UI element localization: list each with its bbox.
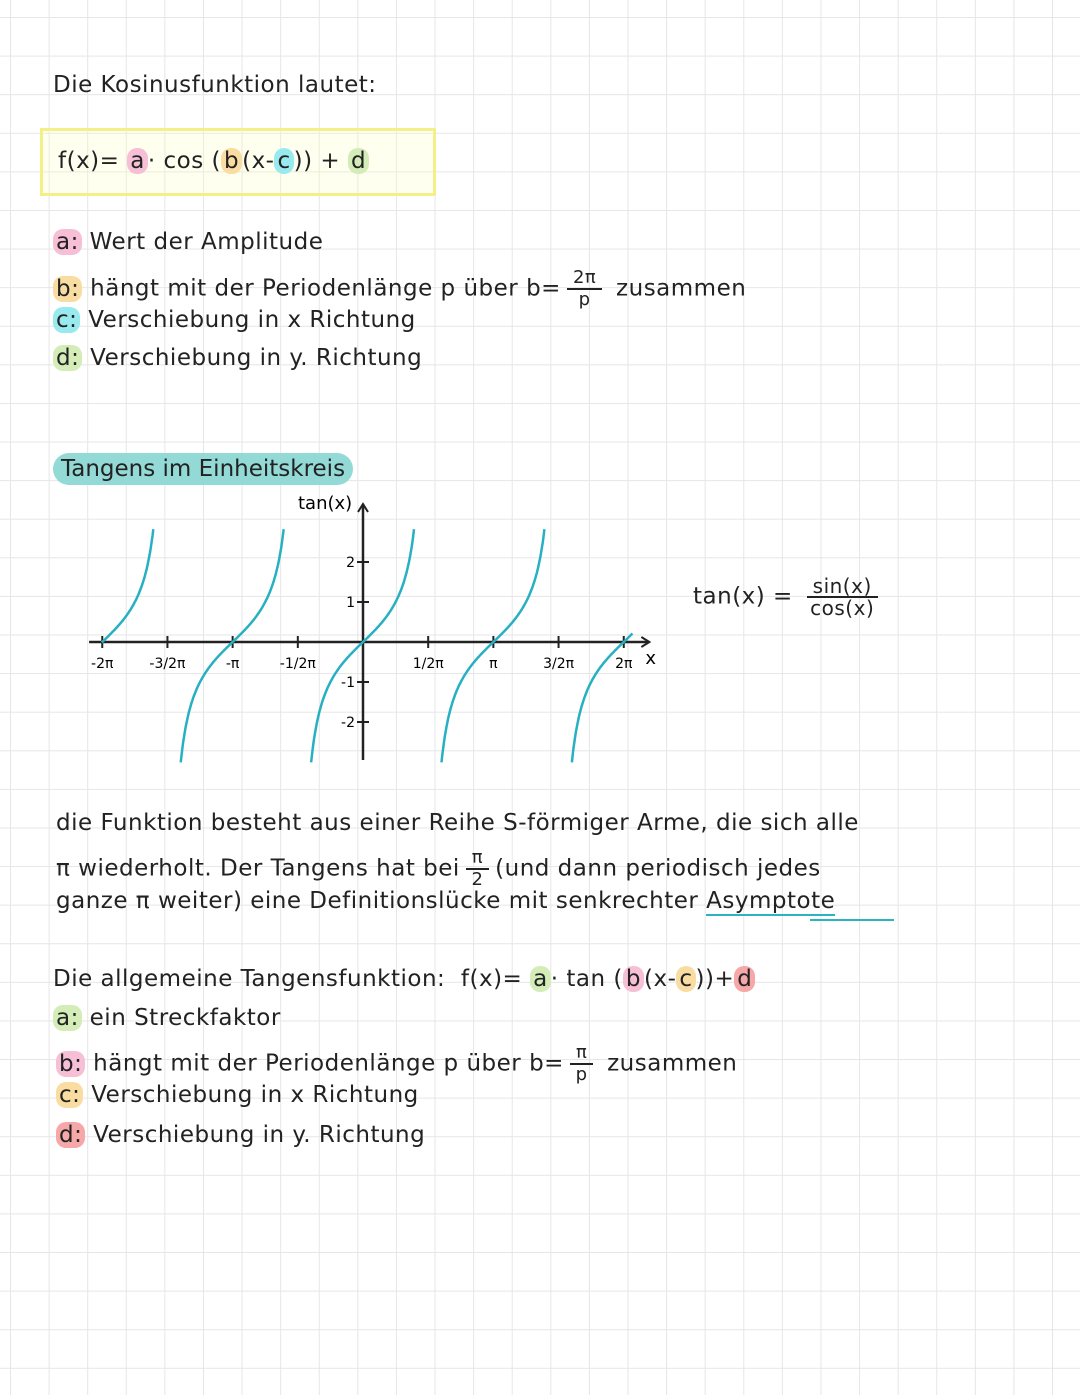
formula-dot: ·: [147, 148, 156, 174]
formula-mid: (x-: [242, 148, 275, 174]
formula-mid: (x-: [644, 966, 677, 992]
tan-identity: [693, 576, 884, 618]
param-text: Verschiebung in x Richtung: [91, 1082, 419, 1108]
x-axis-label: x: [645, 648, 657, 669]
formula-cos: cos: [163, 148, 204, 174]
identity-num: sin(x): [807, 576, 878, 598]
param-key: b:: [56, 1051, 85, 1077]
paragraph-text: π wiederholt. Der Tangens hat bei: [56, 855, 460, 882]
paragraph-text: ganze π weiter) eine Definitionslücke mit senkrechter: [56, 888, 699, 914]
param-text: ein Streckfaktor: [89, 1005, 281, 1031]
formula-f: f(x)=: [460, 966, 523, 992]
param-key: a:: [53, 229, 82, 255]
x-tick-label: 3/2π: [543, 656, 575, 672]
formula-tan: tan: [566, 966, 606, 992]
param-after: zusammen: [616, 275, 747, 302]
param-key: a:: [53, 1005, 82, 1031]
frac-den: p: [575, 1064, 588, 1085]
param-text: Verschiebung in y. Richtung: [93, 1122, 426, 1148]
param-text: Wert der Amplitude: [89, 229, 324, 255]
cosine-heading: Die Kosinusfunktion lautet:: [53, 72, 377, 98]
formula-close: )): [293, 148, 313, 174]
paragraph-line-1: die Funktion besteht aus einer Reihe S-förmiger Arme, die sich alle: [56, 810, 859, 836]
x-tick-label: 2π: [615, 656, 633, 672]
general-heading: Die allgemeine Tangensfunktion:: [53, 966, 446, 992]
param-text: Verschiebung in x Richtung: [88, 307, 416, 333]
y-tick-label: -1: [341, 675, 355, 691]
param-a: a: [127, 148, 148, 174]
formula-plus: +: [714, 966, 735, 992]
frac-den: p: [578, 289, 591, 310]
y-tick-label: 2: [346, 555, 355, 571]
frac-den: 2: [471, 869, 484, 890]
y-axis-label: tan(x): [298, 493, 353, 514]
param-d: d: [348, 148, 369, 174]
tan-param-a: [53, 1005, 281, 1031]
asymptote-term: Asymptote: [706, 888, 836, 914]
identity-den: cos(x): [810, 596, 875, 620]
tangent-section-title: Tangens im Einheitskreis: [53, 453, 353, 485]
identity-lhs: tan(x) =: [693, 583, 793, 610]
tan-param-c: [56, 1082, 419, 1108]
formula-open: (: [211, 148, 221, 174]
general-tan-line: [53, 966, 755, 992]
identity-fraction: [807, 576, 878, 618]
formula-close: )): [695, 966, 715, 992]
param-text: hängt mit der Periodenlänge p über b=: [90, 275, 561, 302]
x-tick-label: -1/2π: [279, 656, 316, 672]
x-tick-label: π: [489, 656, 498, 672]
param-after: zusammen: [607, 1050, 738, 1077]
tan-branch: [102, 529, 154, 642]
paragraph-line-3: [56, 888, 835, 914]
y-tick-label: 1: [346, 595, 355, 611]
frac-num: 2π: [567, 268, 602, 290]
param-c: c: [274, 148, 293, 174]
param-text: Verschiebung in y. Richtung: [90, 345, 423, 371]
tan-param-b: [56, 1043, 737, 1085]
tan-param-d: [56, 1122, 425, 1148]
y-tick-label: -2: [341, 715, 355, 731]
param-key: c:: [53, 307, 80, 333]
x-tick-label: -π: [225, 656, 240, 672]
frac-num: π: [466, 848, 489, 870]
x-tick-label: -2π: [91, 656, 114, 672]
param-c: c: [676, 966, 695, 992]
paragraph-fraction: [466, 848, 489, 890]
paragraph-line-2: [56, 848, 821, 890]
formula-open: (: [613, 966, 623, 992]
param-key: b:: [53, 276, 82, 302]
tan-branch: [572, 634, 633, 763]
frac-num: π: [570, 1043, 593, 1065]
formula-dot: ·: [550, 966, 559, 992]
fraction: [570, 1043, 593, 1085]
formula-f: f(x)=: [58, 148, 120, 174]
x-tick-label: 1/2π: [412, 656, 444, 672]
param-key: d:: [56, 1122, 85, 1148]
paragraph-text: (und dann periodisch jedes: [495, 855, 821, 882]
formula-plus: +: [320, 148, 341, 174]
param-b: b: [623, 966, 644, 992]
x-tick-label: -3/2π: [149, 656, 186, 672]
param-d: d: [734, 966, 755, 992]
param-a: a: [530, 966, 551, 992]
param-text: hängt mit der Periodenlänge p über b=: [93, 1050, 564, 1077]
asymptote-underline: [810, 919, 894, 921]
param-key: d:: [53, 345, 82, 371]
param-b: b: [221, 148, 242, 174]
param-key: c:: [56, 1082, 83, 1108]
